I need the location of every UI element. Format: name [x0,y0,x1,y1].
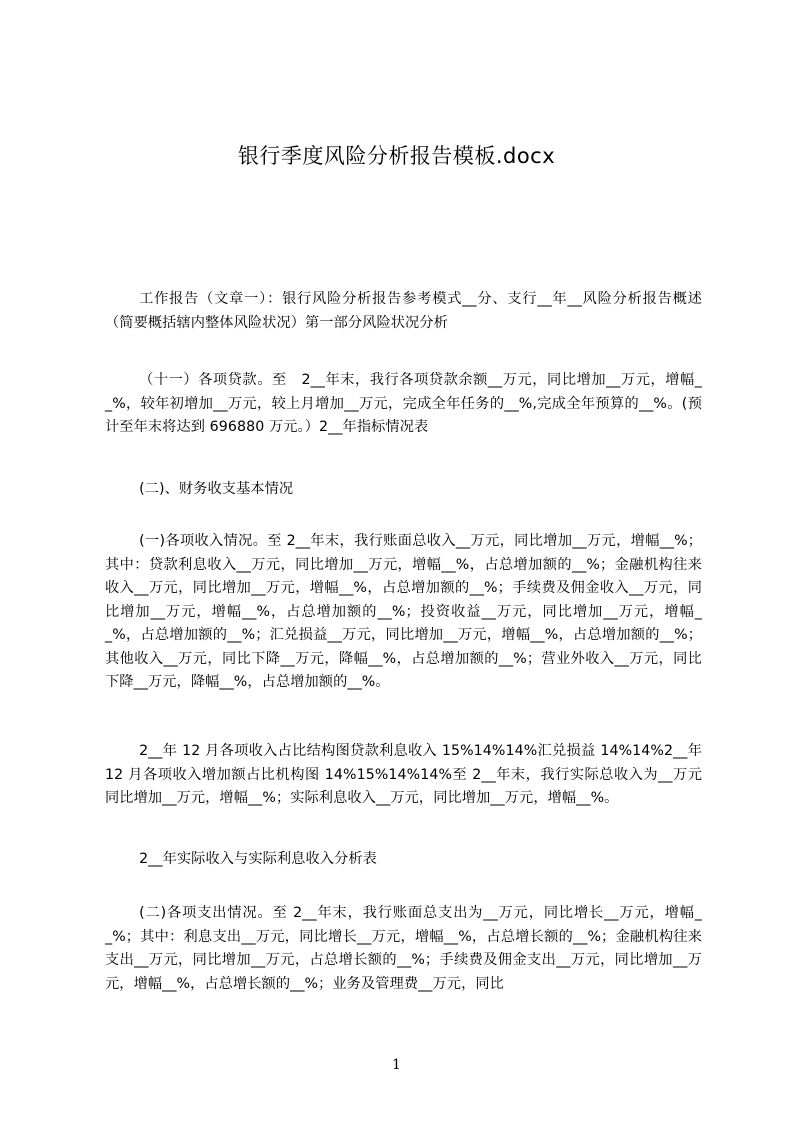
paragraph-income: (一)各项收入情况。至 2__年末，我行账面总收入__万元，同比增加__万元，增幅__%；其中：贷款利息收入__万元，同比增加__万元，增幅__%，占总增加额的__%；金融机构往来收入__万元，同比增加__万元，增幅__%，占总增加额的__%；手续费及佣金收入__万元，同比增加__万元，增幅__%，占总增加额的__%；投资收益__万元，同比增加__万元，增幅__%，占总增加额的__%；汇兑损益__万元，同比增加__万元，增幅__%，占总增加额的__%；其他收入__万元，同比下降__万元，降幅__%，占总增加额的__%；营业外收入__万元，同比下降__万元，降幅__%，占总增加额的__%。 [105,533,702,690]
paragraph-income-structure: 2__年 12 月各项收入占比结构图贷款利息收入 15%14%14%汇兑损益 14%14%2__年 12 月各项收入增加额占比机构图 14%15%14%14%至 2__年末，我行实际总收入为__万元同比增加__万元，增幅__%；实际利息收入__万元，同比增加__万元，增幅__%。 [105,743,702,806]
paragraph-intro: 工作报告（文章一）：银行风险分析报告参考模式__分、支行__年__风险分析报告概述（简要概括辖内整体风险状况）第一部分风险状况分析 [105,291,702,331]
document-title: 银行季度风险分析报告模板.docx [237,144,556,168]
table-caption: 2__年实际收入与实际利息收入分析表 [139,851,377,867]
page-number: 1 [392,1057,401,1073]
paragraph-expenses: (二)各项支出情况。至 2__年末，我行账面总支出为__万元，同比增长__万元，增幅__%；其中：利息支出__万元，同比增长__万元，增幅__%，占总增长额的__%；金融机构往来支出__万元，同比增加__万元，占总增长额的__%；手续费及佣金支出__万元，同比增加__万元，增幅__%，占总增长额的__%；业务及管理费__万元，同比 [105,905,702,992]
paragraph-loans: （十一）各项贷款。至 2__年末，我行各项贷款余额__万元，同比增加__万元，增幅__%，较年初增加__万元，较上月增加__万元，完成全年任务的__%,完成全年预算的__%。(预计至年末将达到 696880 万元。）2__年指标情况表 [105,372,702,435]
section-heading-finance: (二)、财务收支基本情况 [139,481,294,497]
